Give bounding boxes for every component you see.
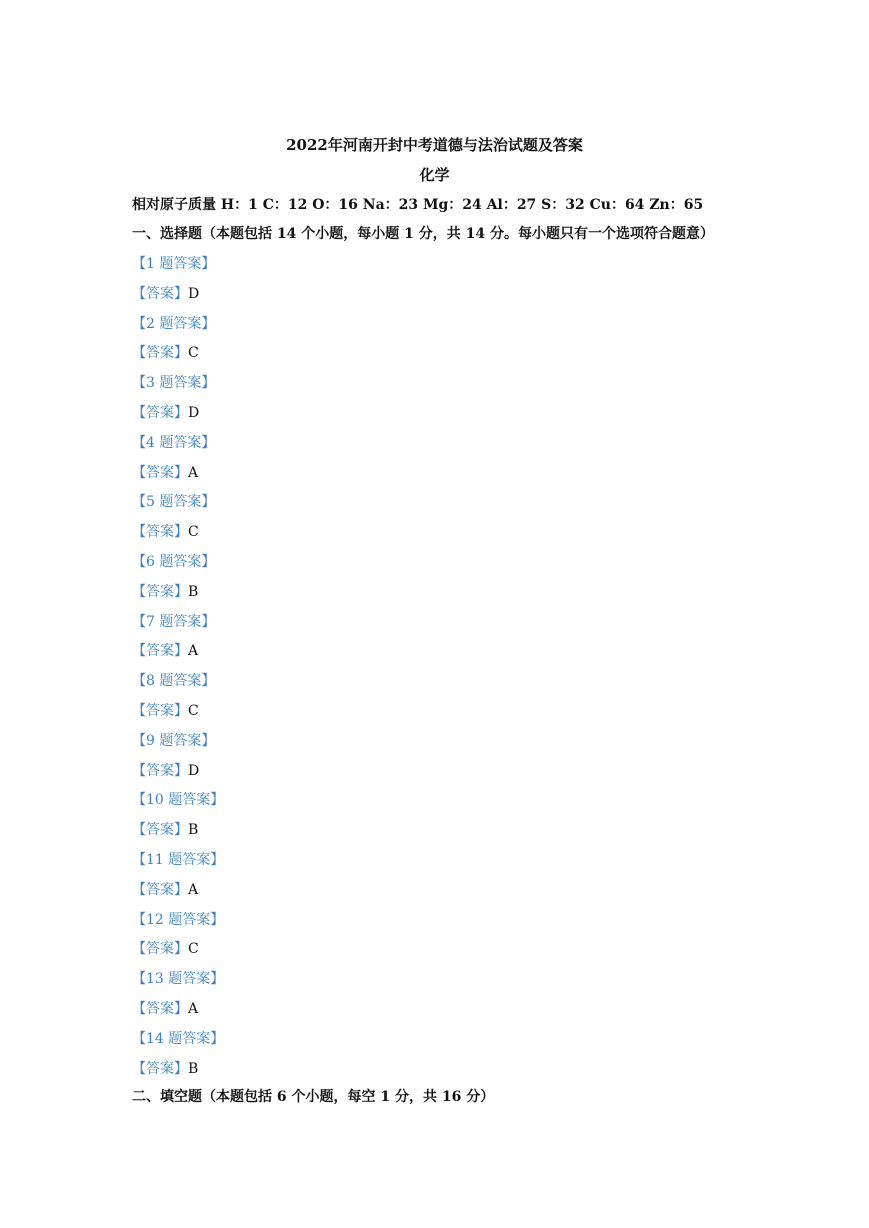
question-heading bbox=[132, 254, 732, 284]
answer-value: A bbox=[188, 643, 199, 660]
answer-value: B bbox=[188, 583, 199, 600]
question-heading bbox=[132, 850, 732, 880]
answer-value: D bbox=[188, 404, 200, 421]
answer-line bbox=[132, 582, 732, 612]
answer-label: 【答案】 bbox=[132, 881, 188, 898]
section-heading-fill: 二、填空题（本题包括 6 个小题，每空 1 分，共 16 分） bbox=[132, 1089, 495, 1105]
question-heading-label: 【8 题答案】 bbox=[132, 673, 216, 690]
question-heading-label: 【12 题答案】 bbox=[132, 911, 225, 928]
question-heading-label: 【5 题答案】 bbox=[132, 494, 216, 511]
question-heading-label: 【11 题答案】 bbox=[132, 851, 225, 868]
question-heading-label: 【10 题答案】 bbox=[132, 792, 225, 809]
question-heading bbox=[132, 552, 732, 582]
question-heading bbox=[132, 433, 732, 463]
question-heading bbox=[132, 910, 732, 940]
answer-label: 【答案】 bbox=[132, 404, 188, 421]
answer-line bbox=[132, 522, 732, 552]
question-heading bbox=[132, 492, 732, 522]
question-heading-label: 【13 题答案】 bbox=[132, 971, 225, 988]
answer-line bbox=[132, 701, 732, 731]
question-heading-label: 【14 题答案】 bbox=[132, 1030, 225, 1047]
answer-line bbox=[132, 1059, 732, 1089]
question-heading bbox=[132, 671, 732, 701]
answer-label: 【答案】 bbox=[132, 1060, 188, 1077]
answer-label: 【答案】 bbox=[132, 941, 188, 958]
question-heading bbox=[132, 373, 732, 403]
answer-label: 【答案】 bbox=[132, 285, 188, 302]
answer-value: A bbox=[188, 1000, 199, 1017]
answer-line bbox=[132, 343, 732, 373]
question-heading-label: 【3 题答案】 bbox=[132, 375, 216, 392]
question-heading bbox=[132, 612, 732, 642]
answer-line bbox=[132, 641, 732, 671]
answer-value: C bbox=[188, 524, 199, 541]
question-heading-label: 【4 题答案】 bbox=[132, 434, 216, 451]
question-heading bbox=[132, 731, 732, 761]
answer-value: C bbox=[188, 702, 199, 719]
answer-label: 【答案】 bbox=[132, 464, 188, 481]
answer-line bbox=[132, 403, 732, 433]
answer-label: 【答案】 bbox=[132, 822, 188, 839]
answer-line bbox=[132, 939, 732, 969]
answer-label: 【答案】 bbox=[132, 583, 188, 600]
answer-line bbox=[132, 284, 732, 314]
answer-label: 【答案】 bbox=[132, 345, 188, 362]
answer-label: 【答案】 bbox=[132, 643, 188, 660]
answer-line bbox=[132, 761, 732, 791]
section-heading-choice: 一、选择题（本题包括 14 个小题，每小题 1 分，共 14 分。每小题只有一个选项符合题意） bbox=[132, 226, 714, 242]
answer-value: B bbox=[188, 822, 199, 839]
answer-value: D bbox=[188, 762, 200, 779]
answer-line bbox=[132, 999, 732, 1029]
question-heading bbox=[132, 790, 732, 820]
question-heading-label: 【9 题答案】 bbox=[132, 732, 216, 749]
answer-line bbox=[132, 880, 732, 910]
question-heading-label: 【6 题答案】 bbox=[132, 553, 216, 570]
answer-line bbox=[132, 463, 732, 493]
question-heading-label: 【7 题答案】 bbox=[132, 613, 216, 630]
question-heading-label: 【2 题答案】 bbox=[132, 315, 216, 332]
document-title: 2022年河南开封中考道德与法治试题及答案 bbox=[286, 136, 583, 154]
answer-value: D bbox=[188, 285, 200, 302]
answer-value: C bbox=[188, 345, 199, 362]
question-heading bbox=[132, 314, 732, 344]
answer-value: C bbox=[188, 941, 199, 958]
atomic-mass-line: 相对原子质量 H：1 C：12 O：16 Na：23 Mg：24 Al：27 S：32 Cu：64 Zn：65 bbox=[132, 197, 704, 213]
answer-value: A bbox=[188, 464, 199, 481]
question-heading bbox=[132, 969, 732, 999]
answer-label: 【答案】 bbox=[132, 1000, 188, 1017]
question-heading-label: 【1 题答案】 bbox=[132, 256, 216, 272]
answer-value: A bbox=[188, 881, 199, 898]
answer-list bbox=[132, 254, 732, 1088]
document-subtitle: 化学 bbox=[419, 166, 450, 184]
answer-label: 【答案】 bbox=[132, 702, 188, 719]
question-heading bbox=[132, 1029, 732, 1059]
answer-label: 【答案】 bbox=[132, 762, 188, 779]
answer-value: B bbox=[188, 1060, 199, 1077]
answer-line bbox=[132, 820, 732, 850]
answer-label: 【答案】 bbox=[132, 524, 188, 541]
